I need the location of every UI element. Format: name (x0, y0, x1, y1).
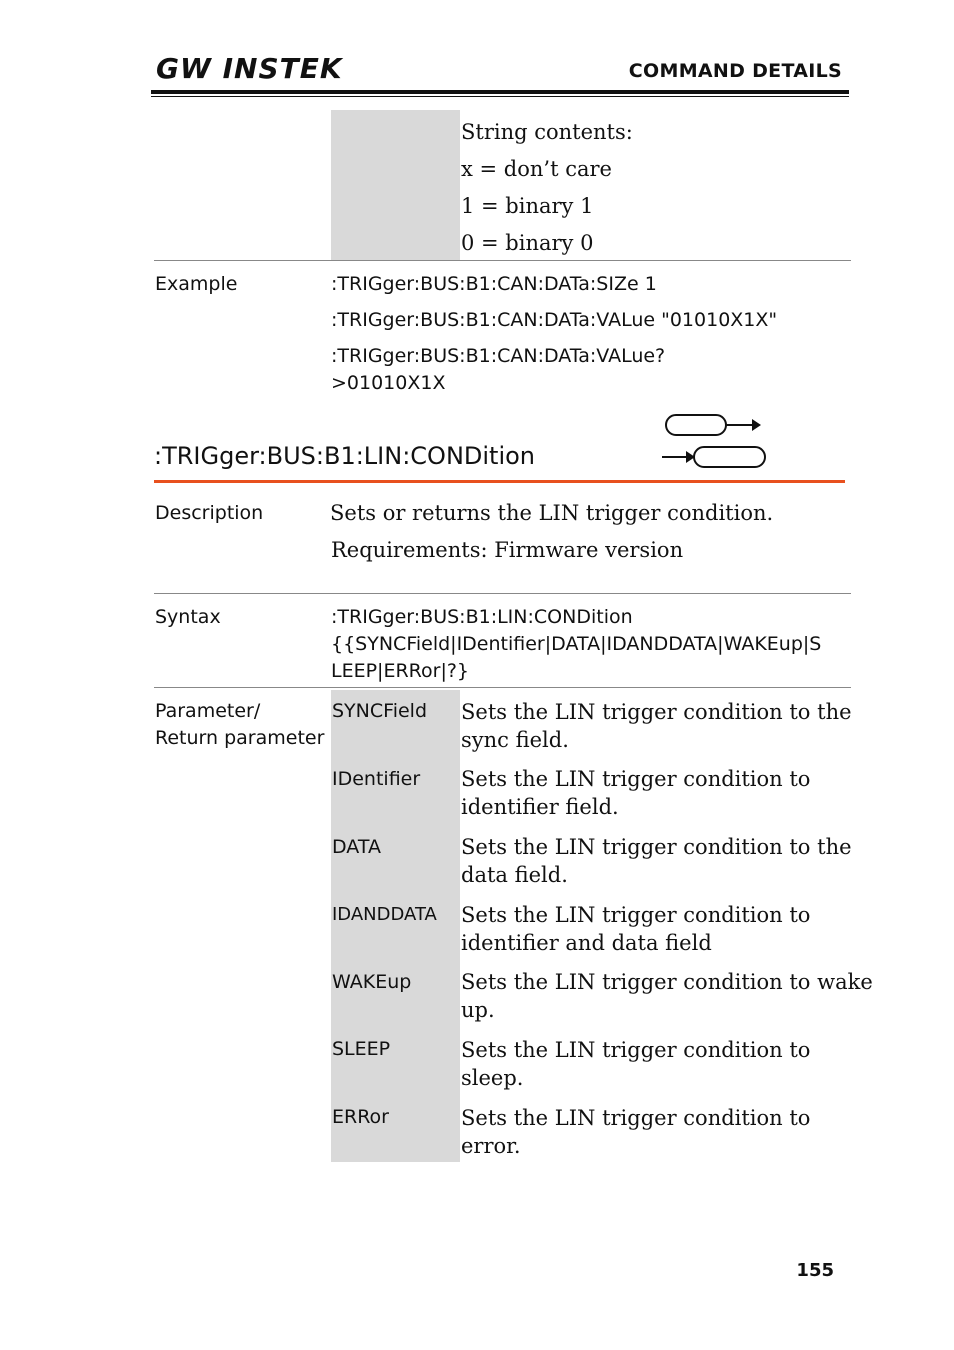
example-line: :TRIGger:BUS:B1:CAN:DATa:SIZe 1 (331, 273, 657, 295)
param-desc: Sets the LIN trigger condition to wake (461, 970, 873, 994)
string-contents-line: 0 = binary 0 (461, 231, 594, 255)
divider (154, 687, 851, 688)
description-line: Sets or returns the LIN trigger condition. (330, 501, 774, 525)
page-number: 155 (796, 1260, 834, 1281)
param-name: IDANDDATA (332, 904, 437, 925)
string-contents-gray-column (331, 110, 460, 260)
brand-logo: GW INSTEK (156, 52, 343, 85)
param-desc: Sets the LIN trigger condition to (461, 1106, 811, 1130)
syntax-line: :TRIGger:BUS:B1:LIN:CONDition (331, 606, 633, 628)
param-desc: Sets the LIN trigger condition to the (461, 835, 852, 859)
param-name: WAKEup (332, 971, 412, 993)
param-name: DATA (332, 836, 381, 858)
string-contents-line: 1 = binary 1 (461, 194, 594, 218)
param-desc: Sets the LIN trigger condition to the (461, 700, 852, 724)
section-title: COMMAND DETAILS (628, 60, 842, 82)
divider (154, 593, 851, 594)
string-contents-line: String contents: (461, 120, 633, 144)
param-name: IDentifier (332, 768, 421, 790)
set-query-icon (660, 413, 770, 473)
param-desc: identifier and data field (461, 931, 712, 955)
param-desc: Sets the LIN trigger condition to (461, 903, 811, 927)
param-desc: Sets the LIN trigger condition to (461, 767, 811, 791)
return-parameter-label: Return parameter (155, 727, 325, 749)
param-desc: error. (461, 1134, 521, 1158)
param-name: SLEEP (332, 1038, 391, 1060)
param-desc: sleep. (461, 1066, 524, 1090)
syntax-line: {{SYNCField|IDentifier|DATA|IDANDDATA|WAKEup|S (331, 633, 822, 655)
example-line: :TRIGger:BUS:B1:CAN:DATa:VALue "01010X1X" (331, 309, 778, 331)
parameter-label: Parameter/ (155, 700, 261, 722)
param-desc: identifier field. (461, 795, 619, 819)
param-desc: up. (461, 998, 495, 1022)
command-title-rule (154, 480, 845, 483)
description-label: Description (155, 502, 264, 524)
syntax-line: LEEP|ERRor|?} (331, 660, 470, 682)
command-title: :TRIGger:BUS:B1:LIN:CONDition (154, 442, 536, 470)
param-desc: Sets the LIN trigger condition to (461, 1038, 811, 1062)
example-line: >01010X1X (331, 372, 446, 394)
syntax-label: Syntax (155, 606, 221, 628)
example-label: Example (155, 273, 238, 295)
description-line: Requirements: Firmware version (331, 538, 684, 562)
example-line: :TRIGger:BUS:B1:CAN:DATa:VALue? (331, 345, 666, 367)
header-rule-thin (151, 96, 849, 97)
param-desc: data field. (461, 863, 568, 887)
header-rule (151, 90, 849, 94)
param-name: ERRor (332, 1106, 389, 1128)
string-contents-line: x = don’t care (461, 157, 612, 181)
param-name: SYNCField (332, 700, 427, 722)
param-desc: sync field. (461, 728, 569, 752)
divider (154, 260, 851, 261)
